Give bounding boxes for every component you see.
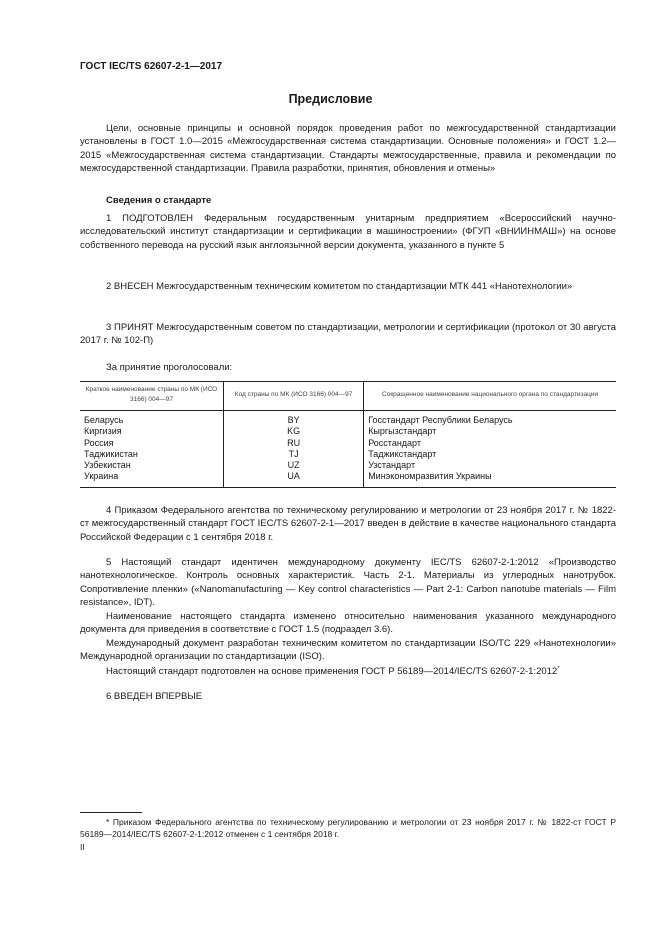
table-row	[80, 460, 616, 471]
item-5-rename-note: Наименование настоящего стандарта изменено относительно наименования указанного международного документа для приведения в соответствие с ГОСТ 1.5 (подраздел 3.6).	[80, 611, 616, 636]
code-cell: BY	[224, 411, 364, 427]
item-5-basis-note	[80, 663, 616, 678]
item-4-paragraph: 4 Приказом Федерального агентства по техническому регулированию и метрологии от 23 ноября 2017 г. № 1822-ст межгосударственный стандарт ГОСТ IEC/TS 62607-2-1—2017 введен в действие в качестве национального стандарта Российской Федерации с 1 сентября 2018 г.	[80, 505, 617, 543]
table-row	[80, 438, 616, 449]
page-title: Предисловие	[288, 92, 373, 106]
code-cell: KG	[224, 426, 364, 437]
code-cell: RU	[224, 438, 364, 449]
item-5-committee-note: Международный документ разработан техническим комитетом по стандартизации ISO/TC 229 «Нанотехнологии» Международной организации по стандартизации (ISO).	[80, 638, 616, 663]
document-header: ГОСТ IEC/TS 62607-2-1—2017	[80, 61, 223, 72]
country-cell: Беларусь	[84, 415, 124, 425]
body-cell: Минэкономразвития Украины	[364, 471, 616, 487]
country-cell: Россия	[84, 437, 114, 448]
table-row	[80, 449, 616, 460]
body-cell: Узстандарт	[364, 460, 616, 471]
code-cell: TJ	[224, 449, 364, 460]
item-5-paragraph: 5 Настоящий стандарт идентичен международному документу IEC/TS 62607-2-1:2012 «Производство нанотехнологическое. Контроль основных характеристик. Часть 2-1. Материалы из углеродных нанотрубок. Сопротивление пленки» («Nanomanufacturing — Key control characteristics — Part 2-1: Carbon nanotube materials — Film resistance», IDT).	[80, 557, 616, 608]
body-cell: Кыргызстандарт	[364, 426, 616, 437]
vote-table-header-code: Код страны по МК (ИСО 3166) 004—97	[224, 382, 364, 411]
body-cell: Госстандарт Республики Беларусь	[364, 411, 616, 427]
code-cell: UZ	[224, 460, 364, 471]
table-row	[80, 411, 616, 427]
item-2-paragraph: 2 ВНЕСЕН Межгосударственным техническим комитетом по стандартизации МТК 441 «Нанотехнологии»	[106, 281, 573, 292]
country-cell: Киргизия	[84, 426, 122, 437]
body-cell: Росстандарт	[364, 438, 616, 449]
table-row	[80, 471, 616, 487]
item-3-paragraph: 3 ПРИНЯТ Межгосударственным советом по стандартизации, метрологии и сертификации (протокол от 30 августа 2017 г. № 102-П)	[80, 322, 616, 347]
table-row	[80, 426, 616, 437]
vote-table	[80, 381, 616, 488]
footnote-mark: *	[557, 666, 560, 672]
code-cell: UA	[224, 471, 364, 487]
country-cell: Таджикистан	[84, 448, 138, 459]
body-cell: Таджикстандарт	[364, 449, 616, 460]
item-1-paragraph: 1 ПОДГОТОВЛЕН Федеральным государственным унитарным предприятием «Всероссийский научно-исследовательский институт стандартизации и сертификации в машиностроении» (ФГУП «ВНИИНМАШ») на основе собственного перевода на русский язык англоязычной версии документа, указанного в пункте 5	[80, 213, 616, 251]
item-6-paragraph: 6 ВВЕДЕН ВПЕРВЫЕ	[106, 691, 203, 702]
vote-table-header-country: Краткое наименование страны по МК (ИСО 3166) 004—97	[80, 382, 224, 411]
country-cell: Украина	[80, 471, 224, 487]
vote-table-header-row	[80, 382, 616, 411]
section-title: Сведения о стандарте	[106, 195, 212, 206]
vote-table-header-body: Сокращенное наименование национального органа по стандартизации	[364, 382, 616, 411]
basis-note-text: Настоящий стандарт подготовлен на основе применения ГОСТ Р 56189—2014/IEC/TS 62607-2-1:2012	[106, 666, 558, 678]
vote-caption: За принятие проголосовали:	[106, 362, 233, 373]
footnote-divider	[80, 812, 142, 813]
page-number: II	[80, 842, 85, 852]
footnote-text: * Приказом Федерального агентства по техническому регулированию и метрологии от 23 ноября 2017 г. № 1822-ст ГОСТ Р 56189—2014/IEC/TS 62607-2-1:2012 отменен с 1 сентября 2018 г.	[80, 817, 616, 839]
country-cell: Узбекистан	[84, 460, 131, 471]
intro-paragraph: Цели, основные принципы и основной порядок проведения работ по межгосударственной стандартизации установлены в ГОСТ 1.0—2015 «Межгосударственная система стандартизации. Основные положения» и ГОСТ 1.2—2015 «Межгосударственная система стандартизации. Стандарты межгосударственные, правила и рекомендации по межгосударственной стандартизации. Правила разработки, принятия, обновления и отмены»	[80, 123, 616, 174]
